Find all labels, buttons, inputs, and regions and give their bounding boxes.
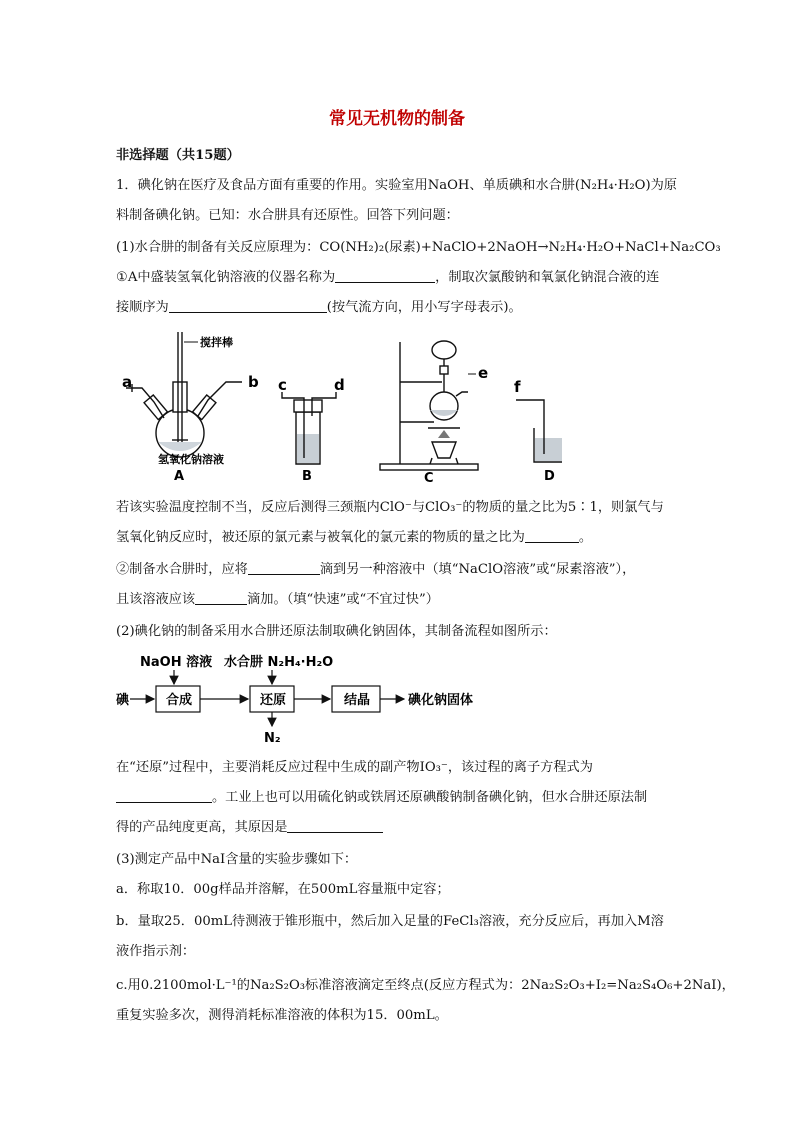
part1c-text1: ②制备水合肼时，应将 — [116, 562, 248, 577]
q1-part1a-line2 — [116, 298, 690, 318]
answer-blank-ionic-equation[interactable] — [116, 788, 212, 803]
answer-blank-reason[interactable] — [287, 818, 383, 833]
apparatus-B — [282, 392, 336, 464]
flow-step2: 还原 — [260, 693, 287, 708]
q1-part1c-line2 — [116, 590, 690, 610]
answer-blank-ratio[interactable] — [525, 528, 579, 543]
q1-part1a-line1 — [116, 268, 690, 288]
q1-part2-line2 — [116, 788, 690, 808]
apparatus-figure — [112, 330, 562, 488]
q1-part3-step-b2: 液作指示剂： — [116, 944, 196, 959]
q1-intro-line1: 1．碘化钠在医疗及食品方面有重要的作用。实验室用NaOH、单质碘和水合肼(N₂H₄·H₂O)为原 — [116, 178, 677, 193]
process-flowchart — [112, 652, 512, 748]
q1-part2-line1: 在“还原”过程中，主要消耗反应过程中生成的副产物IO₃⁻，该过程的离子方程式为 — [116, 760, 593, 775]
part1c-text4: 滴加。（填“快速”或“不宜过快”） — [247, 592, 439, 607]
apparatus-A — [126, 332, 242, 457]
part1c-text3: 且该溶液应该 — [116, 592, 196, 607]
q1-part3-step-c2: 重复实验多次，测得消耗标准溶液的体积为15．00mL。 — [116, 1008, 448, 1023]
q1-part3-step-a: a．称取10．00g样品并溶解，在500mL容量瓶中定容； — [116, 882, 450, 897]
label-B: B — [302, 469, 312, 484]
part1c-text2: 滴到另一种溶液中（填“NaClO溶液”或“尿素溶液”）， — [319, 562, 636, 577]
part2-text2: 。工业上也可以用硫化钠或铁屑还原碘酸钠制备碘化钠，但水合肼还原法制 — [212, 790, 648, 805]
part1a-text3: 接顺序为 — [116, 300, 169, 315]
flow-naoh-label: NaOH 溶液 — [140, 655, 213, 670]
part1b-text2: 氢氧化钠反应时，被还原的氯元素与被氧化的氯元素的物质的量之比为 — [116, 530, 525, 545]
q1-part1b-line1: 若该实验温度控制不当，反应后测得三颈瓶内ClO⁻与ClO₃⁻的物质的量之比为5∶1，则氯气与 — [116, 500, 664, 515]
part2-text3: 得的产品纯度更高，其原因是 — [116, 820, 288, 835]
q1-part2-intro: (2)碘化钠的制备采用水合肼还原法制取碘化钠固体，其制备流程如图所示： — [116, 624, 557, 639]
flow-product: 碘化钠固体 — [408, 693, 474, 708]
flow-step3: 结晶 — [344, 693, 371, 708]
apparatus-C — [380, 341, 478, 470]
q1-part2-line3 — [116, 818, 690, 838]
flow-hydrazine-label: 水合肼 N₂H₄·H₂O — [224, 655, 334, 670]
q1-part3-step-b1: b．量取25．00mL待测液于锥形瓶中，然后加入足量的FeCl₃溶液，充分反应后，再加入M溶 — [116, 914, 664, 929]
part1-equation: CO(NH₂)₂(尿素)+NaClO+2NaOH→N₂H₄·H₂O+NaCl+Na₂CO₃ — [319, 240, 721, 255]
answer-blank-solution[interactable] — [248, 560, 320, 575]
label-C: C — [424, 471, 434, 486]
part1b-text3: 。 — [578, 530, 592, 545]
section-heading: 非选择题（共15题） — [116, 148, 240, 163]
part1a-text1: ①A中盛装氢氧化钠溶液的仪器名称为 — [116, 270, 336, 285]
part1-label: (1)水合肼的制备有关反应原理为： — [116, 240, 320, 255]
label-A: A — [174, 469, 185, 484]
q1-part3-step-c1: c.用0.2100mol·L⁻¹的Na₂S₂O₃标准溶液滴定至终点(反应方程式为：2Na₂S₂O₃+I₂=Na₂S₄O₆+2NaI)， — [116, 978, 735, 993]
port-f-label: f — [514, 378, 521, 396]
page-title: 常见无机物的制备 — [329, 109, 465, 129]
answer-blank-instrument[interactable] — [335, 268, 435, 283]
naoh-solution-label: 氢氧化钠溶液 — [158, 453, 224, 466]
q1-intro-line2: 料制备碘化钠。已知：水合肼具有还原性。回答下列问题： — [116, 208, 459, 223]
port-c-label: c — [278, 376, 287, 394]
part1a-text2: ，制取次氯酸钠和氧氯化钠混合液的连 — [435, 270, 660, 285]
port-a-label: a — [122, 373, 133, 391]
port-e-label: e — [478, 364, 489, 382]
answer-blank-order[interactable] — [169, 298, 327, 313]
q1-part1b-line2 — [116, 528, 690, 548]
answer-blank-speed[interactable] — [195, 590, 247, 605]
port-d-label: d — [334, 376, 345, 394]
q1-part1-line — [116, 238, 721, 258]
label-D: D — [544, 469, 555, 484]
flow-iodine-label: 碘 — [116, 693, 130, 708]
q1-part3-intro: (3)测定产品中NaI含量的实验步骤如下： — [116, 852, 358, 867]
port-b-label: b — [248, 373, 259, 391]
flow-step1: 合成 — [166, 693, 193, 708]
part1a-text4: (按气流方向，用小写字母表示)。 — [326, 300, 522, 315]
stirrer-label: 搅拌棒 — [200, 336, 233, 349]
flow-byproduct: N₂ — [264, 731, 281, 746]
apparatus-D — [516, 400, 562, 462]
q1-part1c-line1 — [116, 560, 690, 580]
